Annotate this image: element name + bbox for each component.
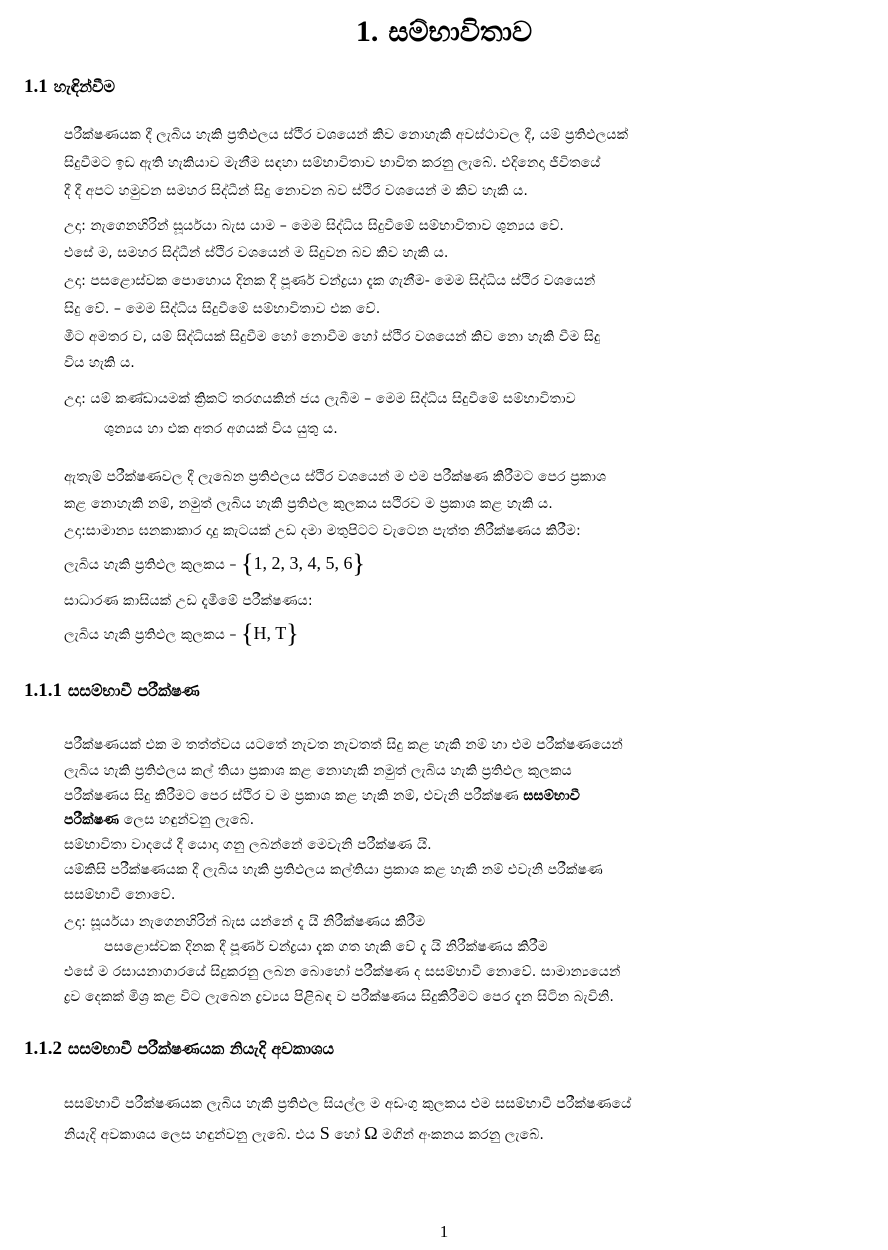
example-line: සිදු වේ. – මෙම සිද්ධිය සිදුවීමේ සම්භාවිතාව එක වේ. — [64, 301, 381, 317]
set-values: H, T — [253, 623, 287, 643]
paragraph-line: සිදුවීමට ඉඩ ඇති හැකියාව මැනීම සඳහා සම්භාවිතාව භාවිත කරනු ලැබේ. එදිනෙදා ජීවිතයේ — [64, 155, 601, 171]
text-run: පරීක්ෂණය සිදු කිරීමට පෙර ස්ථිර ව ම ප්‍රකාශ කළ හැකි නම්, එවැනි පරීක්ෂණ — [64, 788, 524, 804]
paragraph-line: විය හැකි ය. — [64, 355, 135, 371]
example-line: පසළොස්වක දිනක දී පූර්ණ චන්ද්‍රයා දැක ගත හැකි වේ දැ යි නිරීක්ෂණය කිරීම — [104, 939, 548, 955]
set-label: ලැබිය හැකි ප්‍රතිඵල කුලකය – — [64, 557, 237, 573]
close-brace: } — [286, 619, 299, 648]
example-line: උදා:සාමාන්‍ය ඝනකාකාර දාදු කැටයක් උඩ දමා මතුපිටට වැටෙන පැත්ත නිරීක්ෂණය කිරීම: — [64, 523, 581, 539]
set-values: 1, 2, 3, 4, 5, 6 — [253, 553, 353, 573]
section-title: හැඳින්වීම — [53, 77, 115, 96]
open-brace: { — [241, 549, 254, 578]
paragraph-line: ලැබිය හැකි ප්‍රතිඵලය කල් තියා ප්‍රකාශ කළ නොහැකි නමුත් ලැබිය හැකි ප්‍රතිඵල කුලකය — [64, 763, 572, 779]
bold-term: පරීක්ෂණ — [64, 812, 120, 828]
paragraph-line: එසේ ම රසායනාගාරයේ සිදුකරනු ලබන බොහෝ පරීක්ෂණ ද සසම්භාවී නොවේ. සාමාන්‍යයෙන් — [64, 964, 621, 980]
paragraph-line: සාධාරණ කාසියක් උඩ දැමීමේ පරීක්ෂණය: — [64, 593, 313, 609]
open-brace: { — [241, 619, 254, 648]
example-line: උදා: පසළොස්වක පොහොය දිනක දී පූර්ණ චන්ද්‍රයා දැක ගැනීම- මෙම සිද්ධිය ස්ථිර වශයෙන් — [64, 273, 596, 289]
example-line: උදා: යම් කණ්ඩායමක් ක්‍රිකට් තරගයකින් ජය ලැබීම – මෙම සිද්ධිය සිදුවීමේ සම්භාවිතාව — [64, 391, 576, 407]
section-number: 1.1.1 — [24, 680, 62, 701]
paragraph-line: පරීක්ෂණයක දී ලැබිය හැකි ප්‍රතිඵලය ස්ථිර වශයෙන් කිව නොහැකි අවස්ථාවල දී, යම් ප්‍රතිඵලයක් — [64, 127, 629, 143]
set-label: ලැබිය හැකි ප්‍රතිඵල කුලකය – — [64, 627, 237, 643]
example-line: උදා: සූර්යයා නැගෙනහිරින් බැස යන්නේ දැ යි නිරීක්ෂණය කිරීම — [64, 914, 426, 930]
paragraph-line — [64, 785, 864, 807]
text-run: ලෙස හඳුන්වනු ලැබේ. — [119, 812, 255, 828]
text-run: නියැදි අවකාශය ලෙස හඳුන්වනු ලැබේ. එය — [64, 1127, 320, 1143]
section-heading-1-1 — [24, 76, 115, 98]
section-title: සසම්භාවී පරීක්ෂණයක නියැදි අවකාශය — [68, 1039, 334, 1058]
chapter-number: 1. — [355, 15, 379, 48]
paragraph-line: කළ නොහැකි නම්, නමුත් ලැබිය හැකි ප්‍රතිඵල කුලකය සථිරව ම ප්‍රකාශ කළ හැකි ය. — [64, 496, 553, 512]
paragraph-line: දී දී අපට හමුවන සමහර සිද්ධීන් සිදු නොවන බව ස්ථිර වශයෙන් ම කිව හැකි ය. — [64, 183, 528, 199]
paragraph-line — [64, 1122, 864, 1146]
paragraph-line: ද්‍රව දෙකක් මිශ්‍ර කළ විට ලැබෙන ද්‍රව්‍යය පිළිබඳ ව පරීක්ෂණය සිදුකිරීමට පෙර දැන සිටින බැවිනි. — [64, 989, 614, 1005]
outcome-set-coin — [64, 619, 864, 648]
text-run: හෝ — [329, 1127, 365, 1143]
section-number: 1.1.2 — [24, 1038, 62, 1059]
text-run: මගින් අංකනය කරනු ලැබේ. — [377, 1127, 544, 1143]
outcome-set-dice — [64, 549, 864, 578]
paragraph-line: සසම්භාවී පරීක්ෂණයක ලැබිය හැකි ප්‍රතිඵල සියල්ල ම අඩංගු කුලකය එම සසම්භාවී පරීක්ෂණයේ — [64, 1096, 632, 1112]
paragraph-line: පරීක්ෂණයක් එක ම තත්ත්වය යටතේ නැවත නැවතත් සිදු කළ හැකි නම් හා එම පරීක්ෂණයෙන් — [64, 737, 623, 753]
bold-term: සසම්භාවී — [523, 788, 580, 804]
paragraph-line: මීට අමතර ව, යම් සිද්ධියක් සිදුවීම හෝ නොවීම හෝ ස්ථිර වශයෙන් කිව නො හැකි වීම සිදු — [64, 329, 601, 345]
chapter-title: සම්භාවිතාව — [388, 15, 533, 48]
example-line: ශුන්‍යය හා එක අතර අගයක් විය යුතු ය. — [104, 421, 338, 437]
section-heading-1-1-2 — [24, 1038, 334, 1060]
paragraph-line: සසම්භාවී නොවේ. — [64, 887, 176, 903]
section-heading-1-1-1 — [24, 680, 200, 702]
paragraph-line: යම්කිසි පරීක්ෂණයක දී ලැබිය හැකි ප්‍රතිඵලය කල්තියා ප්‍රකාශ කළ හැකි නම් එවැනි පරීක්ෂණ — [64, 862, 603, 878]
paragraph-line: ඇතැම් පරීක්ෂණවල දී ලැබෙන ප්‍රතිඵලය ස්ථිර වශයෙන් ම එම පරීක්ෂණ කිරීමට පෙර ප්‍රකාශ — [64, 469, 607, 485]
page-title — [0, 14, 888, 50]
section-title: සසම්භාවී පරීක්ෂණ — [68, 681, 200, 700]
sample-space-symbol-omega: Ω — [364, 1123, 378, 1143]
sample-space-symbol-s: S — [319, 1123, 330, 1143]
close-brace: } — [352, 549, 366, 578]
paragraph-line — [64, 809, 864, 831]
page-number: 1 — [439, 1222, 449, 1241]
paragraph-line: එසේ ම, සමහර සිද්ධීන් ස්ථිර වශයෙන් ම සිදුවන බව කිව හැකි ය. — [64, 245, 449, 261]
example-line: උදා: නැගෙනහිරින් සූර්යයා බැස යාම – මෙම සිද්ධිය සිදුවීමේ සම්භාවිතාව ශුන්‍යය වේ. — [64, 218, 564, 234]
section-number: 1.1 — [24, 76, 48, 97]
paragraph-line: සම්භාවිතා වාදයේ දී යොදා ගනු ලබන්නේ මෙවැනි පරීක්ෂණ යි. — [64, 837, 432, 853]
